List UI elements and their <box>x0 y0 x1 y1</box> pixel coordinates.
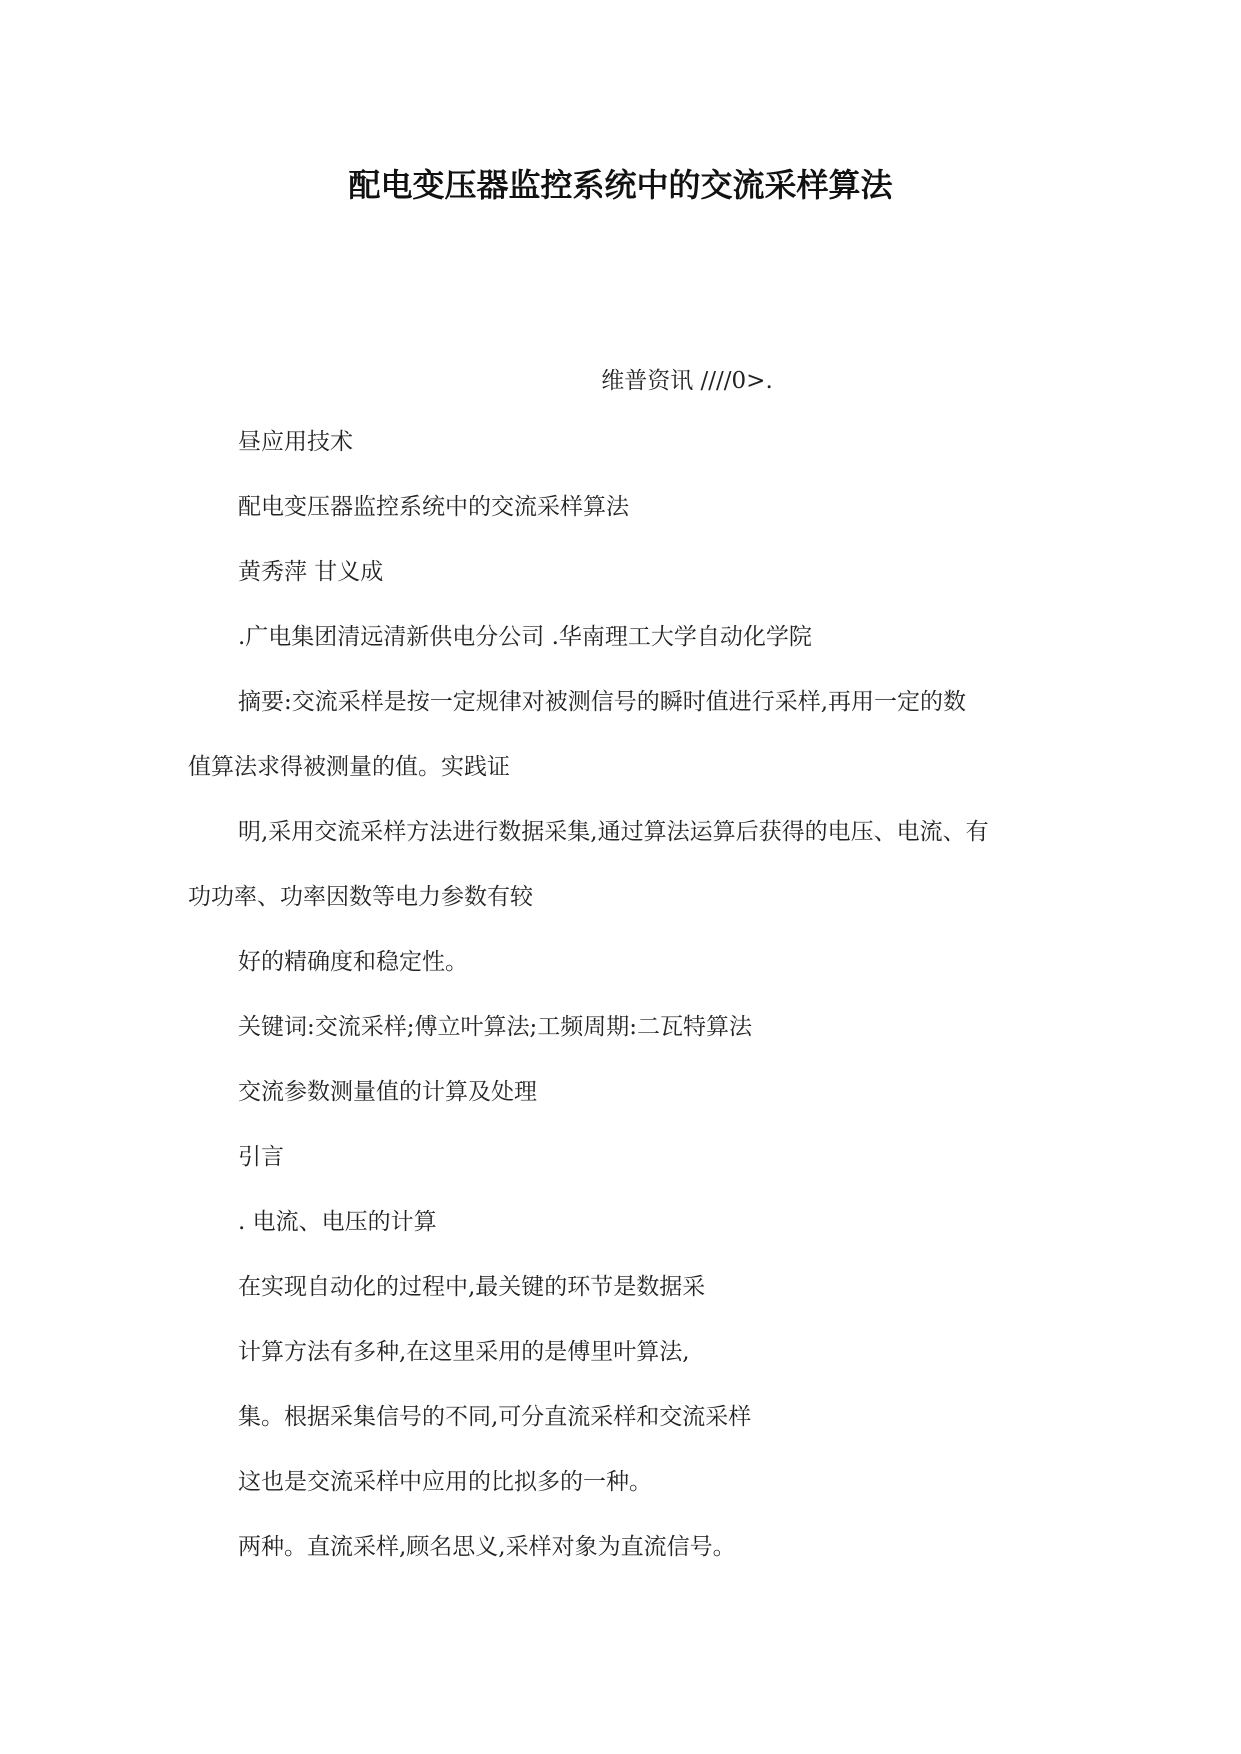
source-line: 维普资讯 ////0>. <box>601 368 773 394</box>
section-heading: . 电流、电压的计算 <box>238 1209 437 1235</box>
abstract-line: 功功率、功率因数等电力参数有较 <box>188 884 533 910</box>
body-line: 计算方法有多种,在这里采用的是傅里叶算法, <box>238 1339 690 1365</box>
abstract-line: 明,采用交流采样方法进行数据采集,通过算法运算后获得的电压、电流、有 <box>238 819 989 845</box>
body-line: 集。根据采集信号的不同,可分直流采样和交流采样 <box>238 1404 752 1430</box>
abstract-line: 值算法求得被测量的值。实践证 <box>188 754 510 780</box>
body-line: 两种。直流采样,顾名思义,采样对象为直流信号。 <box>238 1534 736 1560</box>
body-line: 这也是交流采样中应用的比拟多的一种。 <box>238 1469 652 1495</box>
article-title-line: 配电变压器监控系统中的交流采样算法 <box>238 494 629 520</box>
keywords-line: 关键词:交流采样;傅立叶算法;工频周期:二瓦特算法 <box>238 1014 752 1040</box>
section-heading: 交流参数测量值的计算及处理 <box>238 1079 537 1105</box>
document-title: 配电变压器监控系统中的交流采样算法 <box>348 166 893 204</box>
abstract-line: 好的精确度和稳定性。 <box>238 949 468 975</box>
affiliation-line: .广电集团清远清新供电分公司 .华南理工大学自动化学院 <box>238 624 812 650</box>
section-heading: 引言 <box>238 1144 284 1170</box>
category-line: 昼应用技术 <box>238 429 353 455</box>
authors-line: 黄秀萍 甘义成 <box>238 559 384 585</box>
body-line: 在实现自动化的过程中,最关键的环节是数据采 <box>238 1274 706 1300</box>
abstract-line: 摘要:交流采样是按一定规律对被测信号的瞬时值进行采样,再用一定的数 <box>238 689 967 715</box>
